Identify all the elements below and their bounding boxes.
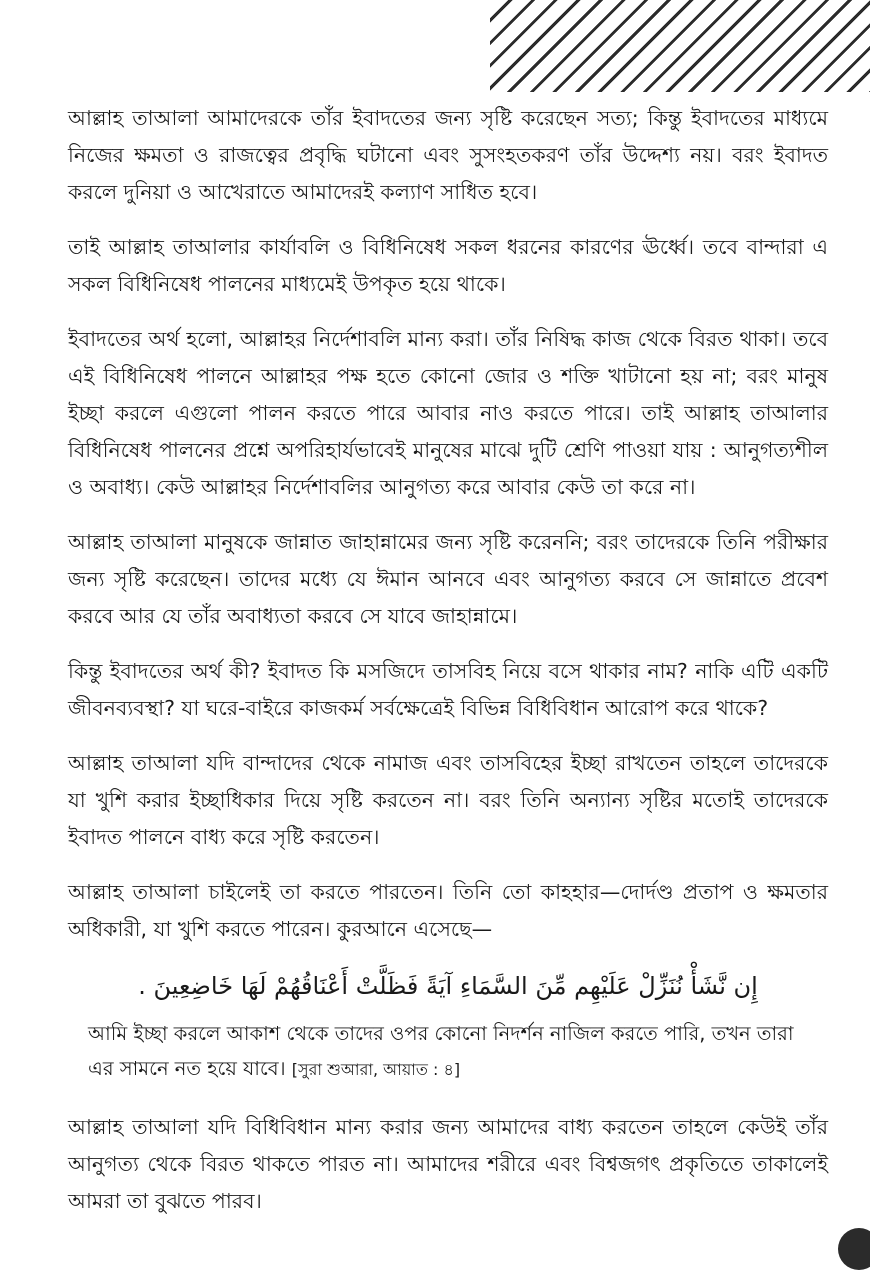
verse-reference: [সুরা শুআরা, আয়াত : ৪] bbox=[291, 1060, 461, 1079]
page-body bbox=[68, 100, 828, 1238]
verse-translation bbox=[88, 1016, 818, 1087]
paragraph-1: আল্লাহ তাআলা আমাদেরকে তাঁর ইবাদতের জন্য সৃষ্টি করেছেন সত্য; কিন্তু ইবাদতের মাধ্যমে নিজের ক্ষমতা ও রাজত্বের প্রবৃদ্ধি ঘটানো এবং সুসংহতকরণ তাঁর উদ্দেশ্য নয়। বরং ইবাদত করলে দুনিয়া ও আখেরাতে আমাদেরই কল্যাণ সাধিত হবে। bbox=[68, 106, 828, 204]
paragraph-5: কিন্তু ইবাদতের অর্থ কী? ইবাদত কি মসজিদে তাসবিহ নিয়ে বসে থাকার নাম? নাকি এটি একটি জীবনব্যবস্থা? যা ঘরে-বাইরে কাজকর্ম সর্বক্ষেত্রেই বিভিন্ন বিধিবিধান আরোপ করে থাকে? bbox=[68, 659, 828, 720]
paragraph-final: আল্লাহ তাআলা যদি বিধিবিধান মান্য করার জন্য আমাদের বাধ্য করতেন তাহলে কেউই তাঁর আনুগত্য থেকে বিরত থাকতে পারত না। আমাদের শরীরে এবং বিশ্বজগৎ প্রকৃতিতে তাকালেই আমরা তা বুঝতে পারব। bbox=[68, 1115, 828, 1213]
page-corner-mark bbox=[838, 1228, 870, 1270]
translation-text: আমি ইচ্ছা করলে আকাশ থেকে তাদের ওপর কোনো নিদর্শন নাজিল করতে পারি, তখন তারা এর সামনে নত হয়ে যাবে। bbox=[88, 1022, 794, 1080]
paragraph-4: আল্লাহ তাআলা মানুষকে জান্নাত জাহান্নামের জন্য সৃষ্টি করেননি; বরং তাদেরকে তিনি পরীক্ষার জন্য সৃষ্টি করেছেন। তাদের মধ্যে যে ঈমান আনবে এবং আনুগত্য করবে সে জান্নাতে প্রবেশ করবে আর যে তাঁর অবাধ্যতা করবে সে যাবে জাহান্নামে। bbox=[68, 530, 828, 628]
decorative-stripes bbox=[490, 0, 870, 92]
paragraph-2: তাই আল্লাহ তাআলার কার্যাবলি ও বিধিনিষেধ সকল ধরনের কারণের ঊর্ধ্বে। তবে বান্দারা এ সকল বিধিনিষেধ পালনের মাধ্যমেই উপকৃত হয়ে থাকে। bbox=[68, 235, 828, 296]
arabic-verse: إِن نَّشَأْ نُنَزِّلْ عَلَيْهِم مِّنَ السَّمَاءِ آيَةً فَظَلَّتْ أَعْنَاقُهُمْ لَهَا خَاضِعِينَ . bbox=[138, 972, 758, 1000]
paragraph-6: আল্লাহ তাআলা যদি বান্দাদের থেকে নামাজ এবং তাসবিহের ইচ্ছা রাখতেন তাহলে তাদেরকে যা খুশি করার ইচ্ছাধিকার দিয়ে সৃষ্টি করতেন না। বরং তিনি অন্যান্য সৃষ্টির মতোই তাদেরকে ইবাদত পালনে বাধ্য করে সৃষ্টি করতেন। bbox=[68, 751, 828, 849]
paragraph-3: ইবাদতের অর্থ হলো, আল্লাহর নির্দেশাবলি মান্য করা। তাঁর নিষিদ্ধ কাজ থেকে বিরত থাকা। তবে এই বিধিনিষেধ পালনে আল্লাহর পক্ষ হতে কোনো জোর ও শক্তি খাটানো হয় না; বরং মানুষ ইচ্ছা করলে এগুলো পালন করতে পারে আবার নাও করতে পারে। তাই আল্লাহ তাআলার বিধিনিষেধ পালনের প্রশ্নে অপরিহার্যভাবেই মানুষের মাঝে দুটি শ্রেণি পাওয়া যায় : আনুগত্যশীল ও অবাধ্য। কেউ আল্লাহর নির্দেশাবলির আনুগত্য করে আবার কেউ তা করে না। bbox=[68, 327, 828, 499]
paragraph-7: আল্লাহ তাআলা চাইলেই তা করতে পারতেন। তিনি তো কাহহার—দোর্দণ্ড প্রতাপ ও ক্ষমতার অধিকারী, যা খুশি করতে পারেন। কুরআনে এসেছে— bbox=[68, 880, 828, 941]
